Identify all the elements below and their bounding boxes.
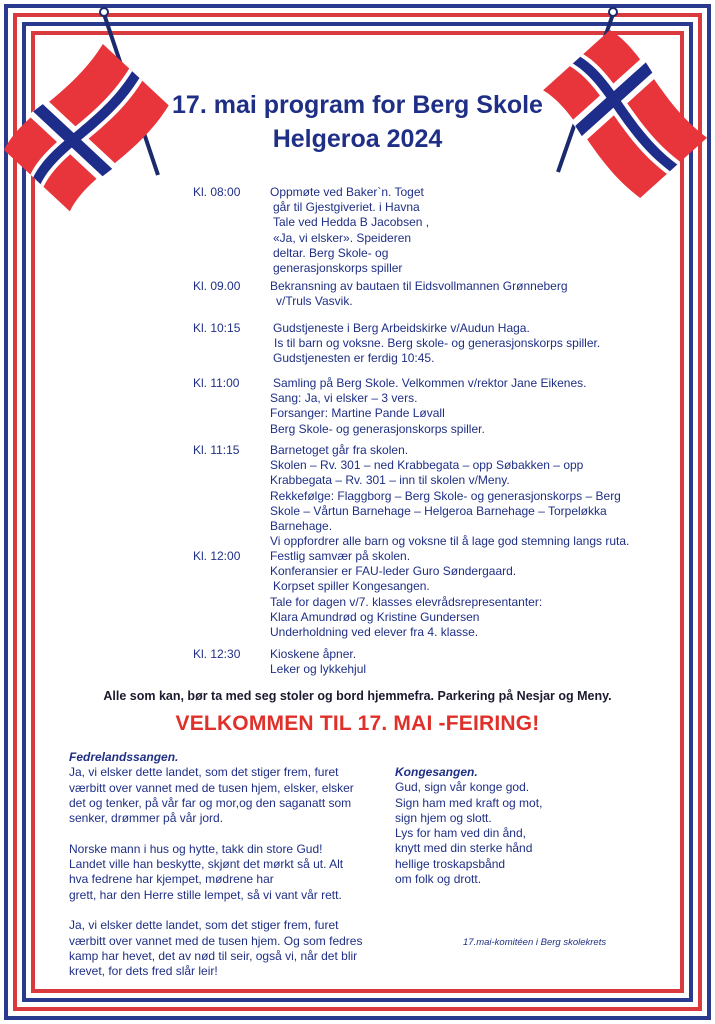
schedule-time: Kl. 10:15	[193, 321, 241, 335]
schedule-line: Forsanger: Martine Pande Løvall	[270, 406, 445, 421]
lyric-line: hva fedrene har kjempet, mødrene har	[69, 872, 274, 887]
schedule-line: Berg Skole- og generasjonskorps spiller.	[270, 421, 485, 436]
lyric-line: sign hjem og slott.	[395, 810, 492, 825]
schedule-line: Krabbegata – Rv. 301 – inn til skolen v/Meny.	[270, 473, 510, 488]
bring-chairs-note: Alle som kan, bør ta med seg stoler og bord hjemmefra. Parkering på Nesjar og Meny.	[103, 689, 612, 703]
schedule-line: Oppmøte ved Baker`n. Toget	[270, 185, 424, 199]
lyric-line: hellige troskapsbånd	[395, 856, 506, 871]
schedule-time: Kl. 11:15	[193, 443, 240, 457]
schedule-line: Tale ved Hedda B Jacobsen ,	[273, 215, 430, 230]
schedule-line: går til Gjestgiveriet. i Havna	[273, 200, 420, 215]
schedule-line: Is til barn og voksne. Berg skole- og generasjonskorps spiller.	[274, 336, 601, 351]
schedule-line: Barnehage.	[270, 519, 333, 534]
schedule-line: Sang: Ja, vi elsker – 3 vers.	[270, 391, 418, 406]
schedule-line: Bekransning av bautaen til Eidsvollmannen Grønneberg	[270, 279, 568, 293]
lyric-line: Norske mann i hus og hytte, takk din store Gud!	[69, 841, 323, 856]
schedule-line: Skole – Vårtun Barnehage – Helgeroa Barnehage – Torpeløkka	[270, 503, 607, 518]
lyric-line: knytt med din sterke hånd	[395, 841, 533, 856]
song-title: Kongesangen.	[395, 765, 478, 779]
title-line-1: 17. mai program for Berg Skole	[172, 91, 543, 119]
schedule-description	[270, 549, 640, 640]
schedule-description	[270, 321, 640, 367]
schedule-line: Klara Amundrød og Kristine Gundersen	[270, 609, 480, 624]
lyric-line: Sign ham med kraft og mot,	[395, 795, 543, 810]
schedule-description	[270, 376, 640, 437]
schedule-line: «Ja, vi elsker». Speideren	[273, 230, 412, 245]
welcome-heading: VELKOMMEN TIL 17. MAI -FEIRING!	[175, 712, 540, 735]
lyric-line: Ja, vi elsker dette landet, som det stiger frem, furet	[69, 918, 339, 933]
page-title	[0, 88, 715, 156]
schedule-line: Korpset spiller Kongesangen.	[273, 579, 430, 594]
lyric-line: Gud, sign vår konge god.	[395, 780, 530, 795]
schedule-line: deltar. Berg Skole- og	[273, 245, 389, 260]
fedrelandssangen-lyrics	[69, 750, 362, 979]
schedule-line: Skolen – Rv. 301 – ned Krabbegata – opp Søbakken – opp	[270, 458, 584, 473]
committee-signature: 17.mai-komitéen i Berg skolekrets	[463, 937, 607, 948]
schedule-line: v/Truls Vasvik.	[276, 294, 353, 309]
schedule-time: Kl. 12:00	[193, 549, 241, 563]
schedule-time: Kl. 08:00	[193, 185, 241, 199]
lyric-line: Ja, vi elsker dette landet, som det stiger frem, furet	[69, 765, 339, 780]
schedule-line: Underholdning ved elever fra 4. klasse.	[270, 625, 479, 640]
lyric-line: kamp har hevet, det av nød til seir, også vi, når det blir	[69, 948, 358, 963]
schedule-line: Barnetoget går fra skolen.	[270, 443, 409, 457]
lyric-line: krevet, for dets fred slår leir!	[69, 964, 218, 979]
schedule-description	[270, 185, 640, 276]
schedule-time: Kl. 11:00	[193, 376, 240, 390]
schedule-time: Kl. 09.00	[193, 279, 241, 293]
schedule-line: Vi oppfordrer alle barn og voksne til å lage god stemning langs ruta.	[270, 534, 630, 549]
lyric-line: senker, drømmer på vår jord.	[69, 811, 224, 826]
lyric-line: det og tenker, på vår far og mor,og den saganatt som	[69, 795, 352, 810]
lyric-line: Lys for ham ved din ånd,	[395, 826, 526, 841]
song-title: Fedrelandssangen.	[69, 750, 179, 764]
schedule-description	[270, 443, 640, 549]
schedule-line: Kioskene åpner.	[270, 647, 357, 661]
kongesangen-lyrics	[395, 765, 542, 887]
schedule-line: Samling på Berg Skole. Velkommen v/rektor Jane Eikenes.	[273, 376, 587, 390]
schedule-description	[270, 647, 640, 677]
schedule-line: Gudstjeneste i Berg Arbeidskirke v/Audun Haga.	[273, 321, 530, 335]
lyric-line: værbitt over vannet med de tusen hjem, elsker, elsker	[69, 780, 354, 795]
lyric-line: grett, har den Herre stille lempet, så vi vant vår rett.	[69, 887, 342, 902]
schedule-line: Rekkefølge: Flaggborg – Berg Skole- og generasjonskorps – Berg	[270, 488, 621, 503]
schedule-line: Leker og lykkehjul	[270, 662, 367, 677]
title-line-2: Helgeroa 2024	[272, 125, 443, 153]
schedule-line: Konferansier er FAU-leder Guro Søndergaard.	[270, 564, 517, 579]
schedule-line: Festlig samvær på skolen.	[270, 549, 411, 563]
schedule-line: Gudstjenesten er ferdig 10:45.	[273, 351, 435, 366]
schedule-description	[270, 279, 640, 309]
lyric-line: Landet ville han beskytte, skjønt det mørkt så ut. Alt	[69, 857, 344, 872]
schedule-line: generasjonskorps spiller	[273, 261, 403, 276]
schedule-line: Tale for dagen v/7. klasses elevrådsrepresentanter:	[270, 594, 543, 609]
lyric-line: værbitt over vannet med de tusen hjem. Og som fedres	[69, 933, 363, 948]
schedule-time: Kl. 12:30	[193, 647, 241, 661]
lyric-line: om folk og drott.	[395, 872, 482, 887]
